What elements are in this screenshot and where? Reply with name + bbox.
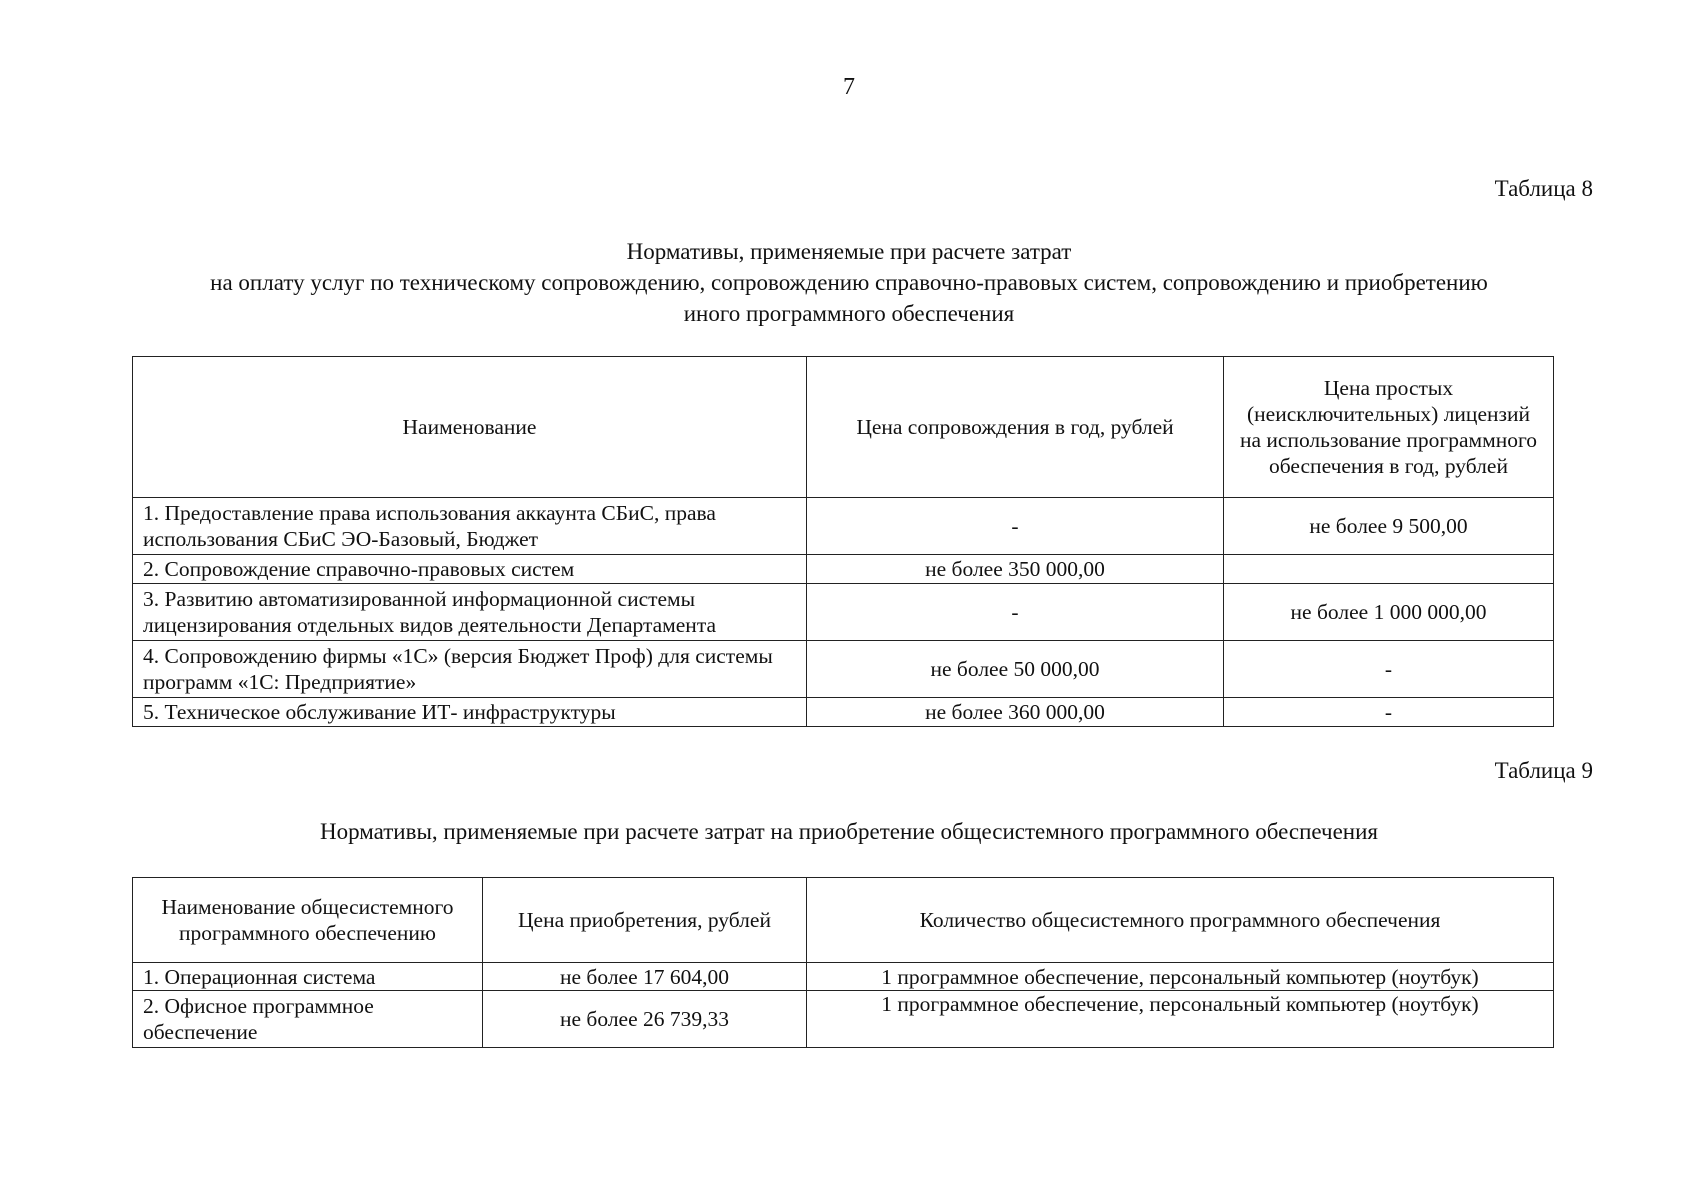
table8-row5-license: - [1224,698,1554,727]
table8-title [110,236,1588,329]
table9-row2-quantity: 1 программное обеспечение, персональный компьютер (ноутбук) [807,991,1554,1048]
table8-title-line-1: Нормативы, применяемые при расчете затрат [626,239,1072,264]
table9-header-price: Цена приобретения, рублей [483,878,807,963]
table8-row1-name: 1. Предоставление права использования аккаунта СБиС, права использования СБиС ЭО-Базовый, Бюджет [133,498,807,555]
table8-row5-name: 5. Техническое обслуживание ИТ- инфраструктуры [133,698,807,727]
table8-title-line-3: иного программного обеспечения [683,301,1015,326]
table9-label: Таблица 9 [1494,758,1593,783]
table9-row1-price: не более 17 604,00 [483,963,807,991]
table8-row1-license: не более 9 500,00 [1224,498,1554,555]
table8-row2-support: не более 350 000,00 [807,555,1224,584]
table-row [133,698,1554,727]
table8-label: Таблица 8 [1494,176,1593,201]
table-row [133,584,1554,641]
table9-header-name: Наименование общесистемного программного обеспечению [133,878,483,963]
table9-row1-name: 1. Операционная система [133,963,483,991]
table8-row2-name: 2. Сопровождение справочно-правовых систем [133,555,807,584]
table9-header-row [133,878,1554,963]
table8-header-name: Наименование [133,357,807,498]
table9-row1-quantity: 1 программное обеспечение, персональный компьютер (ноутбук) [807,963,1554,991]
table-row [133,641,1554,698]
table8-row1-support: - [807,498,1224,555]
table8-row3-license: не более 1 000 000,00 [1224,584,1554,641]
table9-title-line: Нормативы, применяемые при расчете затрат на приобретение общесистемного программного обеспечения [319,819,1378,844]
table9-row2-name: 2. Офисное программное обеспечение [133,991,483,1048]
table-row [133,498,1554,555]
table-row [133,991,1554,1048]
table8-header-support-price: Цена сопровождения в год, рублей [807,357,1224,498]
table9 [132,877,1554,1048]
table8 [132,356,1554,727]
table8-row3-support: - [807,584,1224,641]
table8-row4-license: - [1224,641,1554,698]
table8-row4-support: не более 50 000,00 [807,641,1224,698]
table8-title-line-2: на оплату услуг по техническому сопровождению, сопровождению справочно-правовых систем, сопровождению и приобретению [210,270,1488,295]
table8-row5-support: не более 360 000,00 [807,698,1224,727]
table8-row3-name: 3. Развитию автоматизированной информационной системы лицензирования отдельных видов деятельности Департамента [133,584,807,641]
table9-header-quantity: Количество общесистемного программного обеспечения [807,878,1554,963]
table8-row2-license [1224,555,1554,584]
table8-row4-name: 4. Сопровождению фирмы «1С» (версия Бюджет Проф) для системы программ «1С: Предприятие» [133,641,807,698]
table-row [133,555,1554,584]
table8-header-license-price: Цена простых (неисключительных) лицензий на использование программного обеспечения в год, рублей [1224,357,1554,498]
table9-row2-price: не более 26 739,33 [483,991,807,1048]
table9-title [110,816,1588,847]
table8-header-row [133,357,1554,498]
page-number: 7 [843,74,855,100]
table-row [133,963,1554,991]
